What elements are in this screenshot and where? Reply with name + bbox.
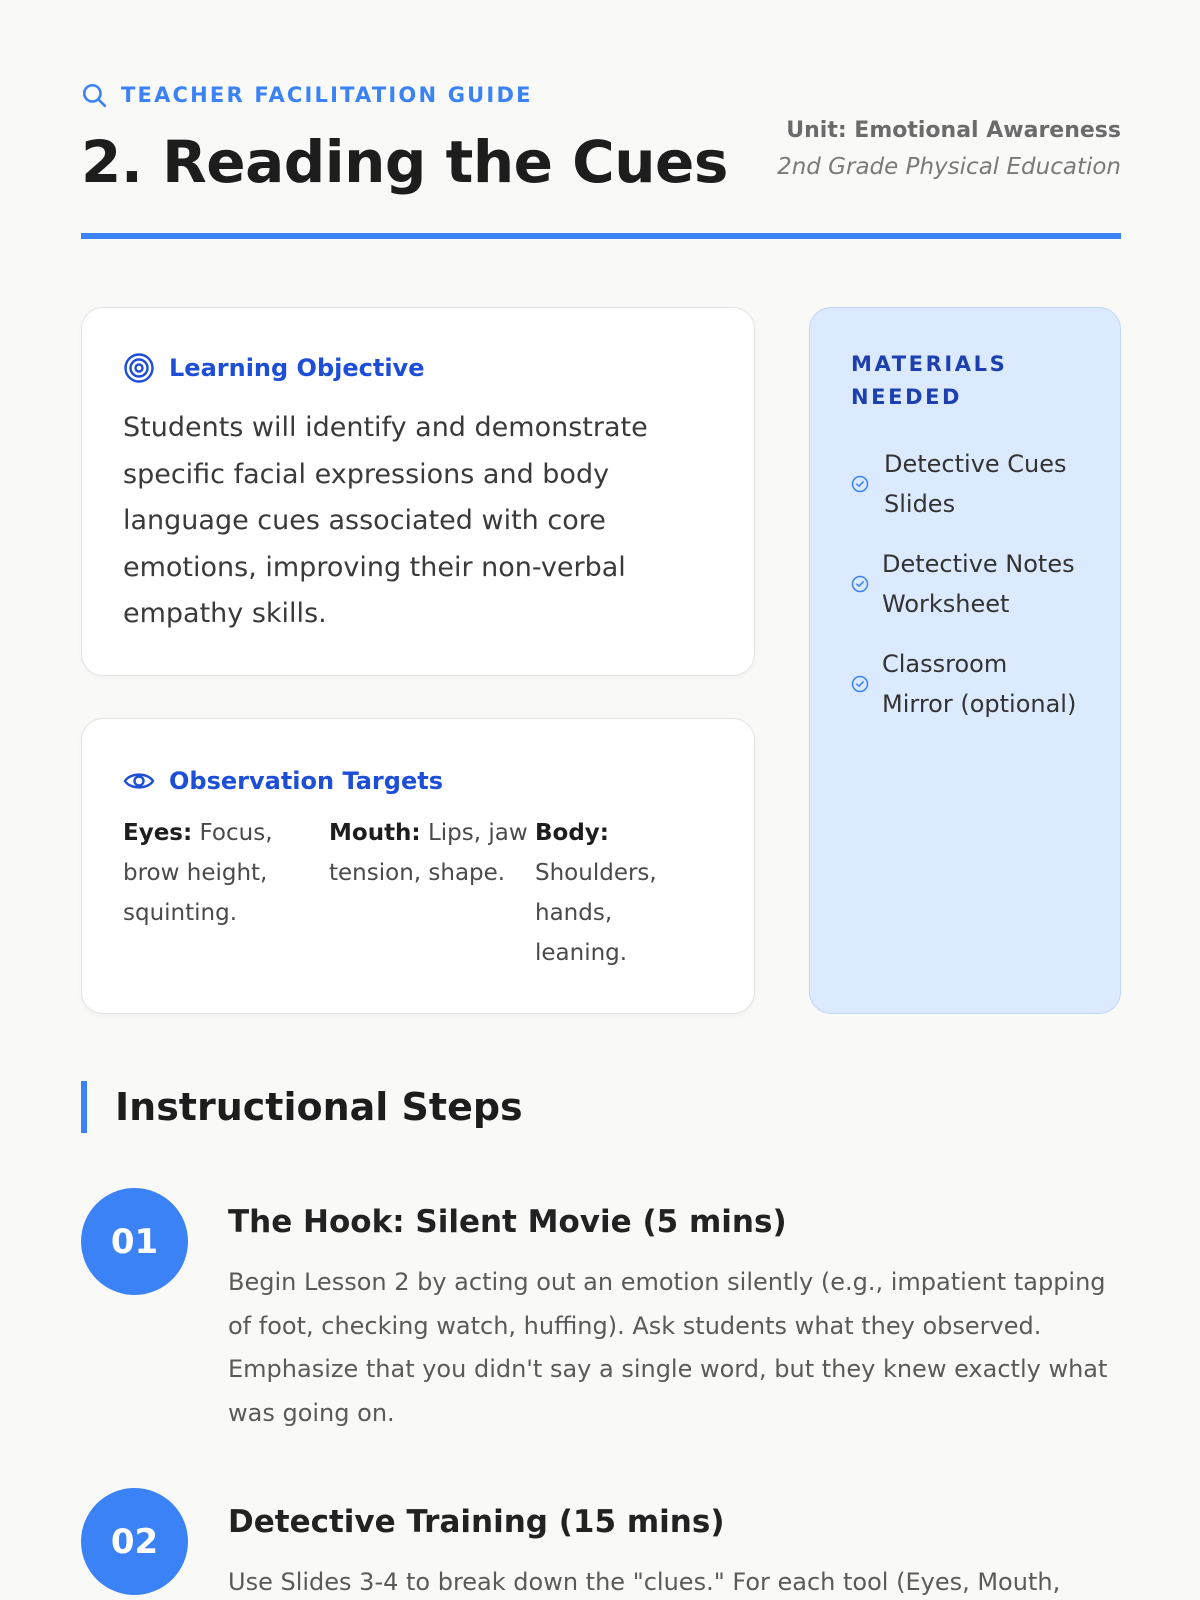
observation-targets-list [123, 813, 675, 973]
learning-objective-title: Learning Objective [169, 354, 425, 382]
material-item [851, 444, 1074, 524]
target-body-label: Body: [535, 820, 609, 846]
header-divider [81, 233, 1121, 239]
step-number-badge: 02 [81, 1488, 188, 1595]
target-body [535, 813, 675, 973]
lesson-meta [777, 118, 1121, 180]
unit-label: Unit: Emotional Awareness [786, 118, 1121, 143]
target-mouth [329, 813, 535, 973]
learning-objective-text: Students will identify and demonstrate specific facial expressions and body language cues associated with core emotions, improving their non-verbal empathy skills. [123, 412, 648, 629]
material-item-label: Detective Notes Worksheet [882, 550, 1075, 618]
material-item [851, 644, 1082, 724]
material-item [851, 544, 1082, 624]
material-item-label: Detective Cues Slides [884, 450, 1067, 518]
target-mouth-text: Lips, jaw tension, shape. [329, 820, 528, 886]
observation-targets-heading [123, 765, 443, 797]
check-circle-icon [851, 475, 869, 493]
step-title: Detective Training (15 mins) [228, 1504, 725, 1540]
lesson-page [81, 0, 1121, 1600]
target-icon [123, 352, 155, 384]
step-description: Use Slides 3-4 to break down the "clues." For each tool (Eyes, Mouth, [228, 1568, 1061, 1596]
step-description: Begin Lesson 2 by acting out an emotion silently (e.g., impatient tapping of foot, checking watch, huffing). Ask students what they observed. Emphasize that you didn't say a single word, but they knew exactly what was going on. [228, 1268, 1108, 1427]
learning-objective-heading [123, 352, 424, 384]
target-eyes [123, 813, 329, 973]
target-body-text: Shoulders, hands, leaning. [535, 860, 657, 966]
check-circle-icon [851, 575, 869, 593]
target-eyes-text: Focus, brow height, squinting. [123, 820, 273, 926]
guide-label-text: TEACHER FACILITATION GUIDE [121, 83, 533, 107]
materials-title: MATERIALS NEEDED [851, 352, 1008, 409]
search-icon [81, 82, 107, 108]
check-circle-icon [851, 675, 869, 693]
eye-icon [123, 765, 155, 797]
instructional-steps-heading: Instructional Steps [81, 1081, 523, 1133]
step-number-badge: 01 [81, 1188, 188, 1295]
materials-panel [809, 307, 1121, 1014]
target-eyes-label: Eyes: [123, 820, 193, 846]
target-mouth-label: Mouth: [329, 820, 421, 846]
observation-targets-card [81, 718, 755, 1014]
grade-label: 2nd Grade Physical Education [777, 154, 1121, 180]
step-title: The Hook: Silent Movie (5 mins) [228, 1204, 787, 1240]
page-title: 2. Reading the Cues [81, 128, 728, 196]
learning-objective-card [81, 307, 755, 676]
observation-targets-title: Observation Targets [169, 767, 443, 795]
material-item-label: Classroom Mirror (optional) [882, 650, 1077, 718]
guide-label [81, 82, 533, 108]
